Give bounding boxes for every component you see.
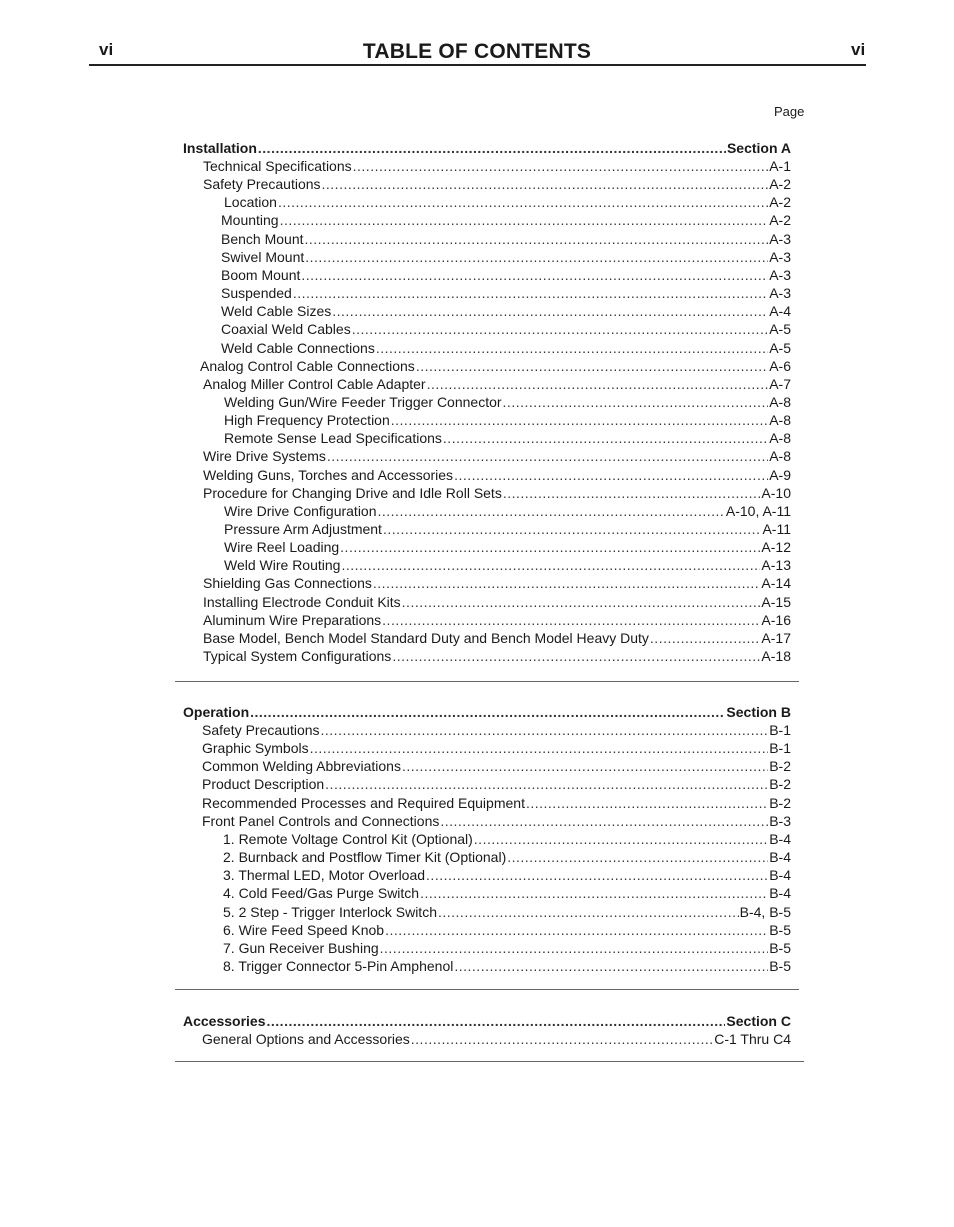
entry-page: A-8 <box>769 448 791 465</box>
entry-title: Graphic Symbols <box>202 740 309 757</box>
dot-leader <box>280 211 769 229</box>
dot-leader <box>267 1012 726 1030</box>
section-title: Accessories <box>183 1013 266 1029</box>
toc-entry <box>202 721 791 739</box>
entry-page: B-4 <box>769 885 791 902</box>
entry-page: B-1 <box>769 740 791 757</box>
toc-entry <box>203 574 791 592</box>
section-page: Section A <box>726 140 791 156</box>
toc-entry <box>224 193 791 211</box>
entry-page: A-8 <box>769 430 791 447</box>
dot-leader <box>402 757 768 775</box>
dot-leader <box>420 884 768 902</box>
dot-leader <box>310 739 769 757</box>
entry-page: A-2 <box>769 176 791 193</box>
entry-title: Typical System Configurations <box>203 648 392 665</box>
entry-title: 3. Thermal LED, Motor Overload <box>223 867 426 884</box>
toc-entry <box>203 593 791 611</box>
entry-title: High Frequency Protection <box>224 412 390 429</box>
section-divider <box>175 681 799 682</box>
entry-page: C-1 Thru C4 <box>714 1031 791 1047</box>
entry-title: 6. Wire Feed Speed Knob <box>223 921 385 938</box>
toc-entry <box>202 757 791 775</box>
entry-page: B-5 <box>769 957 791 974</box>
entry-page: A-10, A-11 <box>725 502 791 519</box>
entry-page: A-3 <box>769 248 791 265</box>
dot-leader <box>305 230 769 248</box>
toc-entry <box>224 538 791 556</box>
section-header-accessories <box>183 1012 791 1030</box>
dot-leader <box>411 1030 713 1048</box>
toc-entry <box>203 175 791 193</box>
entry-title: Base Model, Bench Model Standard Duty and Bench Model Heavy Duty <box>203 629 649 646</box>
dot-leader <box>443 429 768 447</box>
dot-leader <box>440 812 768 830</box>
toc-entry <box>221 339 791 357</box>
entry-page: B-4 <box>769 849 791 866</box>
toc-entry <box>224 429 791 447</box>
toc-entry <box>203 466 791 484</box>
toc-entry <box>221 266 791 284</box>
toc-entry <box>203 629 791 647</box>
entry-page: B-5 <box>769 939 791 956</box>
entry-page: B-1 <box>769 722 791 738</box>
entry-page: A-3 <box>769 285 791 302</box>
entry-page: A-6 <box>769 357 791 374</box>
entry-title: Installing Electrode Conduit Kits <box>203 593 401 610</box>
toc-entry <box>223 848 791 866</box>
entry-title: Aluminum Wire Preparations <box>203 611 382 628</box>
dot-leader <box>503 484 761 502</box>
entry-page: A-18 <box>761 648 791 665</box>
dot-leader <box>278 193 768 211</box>
entry-page: A-7 <box>769 375 791 392</box>
page-title: TABLE OF CONTENTS <box>362 40 592 63</box>
entry-title: Safety Precautions <box>202 722 320 738</box>
toc-entry <box>223 830 791 848</box>
entry-page: A-8 <box>769 393 791 410</box>
dot-leader <box>426 866 768 884</box>
entry-title: Shielding Gas Connections <box>203 575 372 592</box>
entry-title: Technical Specifications <box>203 158 352 174</box>
dot-leader <box>402 593 761 611</box>
toc-entry <box>203 375 791 393</box>
entry-page: A-13 <box>761 557 791 574</box>
entry-title: Procedure for Changing Drive and Idle Roll Sets <box>203 484 502 501</box>
toc-entry <box>224 411 791 429</box>
toc-entry <box>203 611 791 629</box>
toc-entry <box>224 556 791 574</box>
entry-title: Wire Drive Systems <box>203 448 326 465</box>
dot-leader <box>353 157 769 175</box>
entry-title: Safety Precautions <box>203 176 321 193</box>
toc-entry <box>223 903 791 921</box>
toc-entry <box>223 957 791 975</box>
entry-page: B-3 <box>769 812 791 829</box>
toc-entry <box>202 775 791 793</box>
entry-page: B-5 <box>769 921 791 938</box>
dot-leader <box>250 703 725 721</box>
entry-title: 2. Burnback and Postflow Timer Kit (Optional) <box>223 849 507 866</box>
entry-title: Weld Cable Connections <box>221 339 375 356</box>
section-header-installation <box>183 139 791 157</box>
dot-leader <box>376 339 768 357</box>
dot-leader <box>380 939 769 957</box>
toc-entry <box>200 357 791 375</box>
toc-entry <box>202 812 791 830</box>
toc-entry <box>224 393 791 411</box>
toc-entry <box>203 157 791 175</box>
dot-leader <box>526 794 768 812</box>
entry-page: B-2 <box>769 794 791 811</box>
entry-title: Location <box>224 194 277 211</box>
toc-entry <box>202 1030 791 1048</box>
toc-entry <box>223 866 791 884</box>
page-number-right: vi <box>851 40 866 59</box>
page-number-left: vi <box>99 40 114 59</box>
entry-title: Product Description <box>202 776 325 793</box>
dot-leader <box>378 502 725 520</box>
dot-leader <box>321 721 769 739</box>
dot-leader <box>438 903 739 921</box>
entry-title: Pressure Arm Adjustment <box>224 521 382 537</box>
dot-leader <box>382 611 760 629</box>
header-rule <box>89 64 866 66</box>
entry-title: Recommended Processes and Required Equipment <box>202 794 525 811</box>
toc-entry <box>221 248 791 266</box>
entry-page: A-2 <box>769 194 791 211</box>
dot-leader <box>507 848 768 866</box>
dot-leader <box>392 647 760 665</box>
entry-title: Front Panel Controls and Connections <box>202 812 440 829</box>
entry-title: General Options and Accessories <box>202 1031 410 1047</box>
toc-entry <box>223 939 791 957</box>
entry-title: Mounting <box>221 212 279 229</box>
dot-leader <box>340 538 760 556</box>
entry-page: A-3 <box>769 230 791 247</box>
dot-leader <box>258 139 726 157</box>
section-page: Section B <box>726 704 791 720</box>
entry-title: Wire Drive Configuration <box>224 502 377 519</box>
dot-leader <box>474 830 768 848</box>
entry-title: Welding Gun/Wire Feeder Trigger Connector <box>224 393 502 410</box>
entry-page: A-1 <box>769 158 791 174</box>
entry-page: B-4, B-5 <box>739 903 791 920</box>
entry-page: B-2 <box>769 776 791 793</box>
toc-entry <box>203 447 791 465</box>
page-column-label: Page <box>774 104 805 119</box>
entry-title: Common Welding Abbreviations <box>202 758 401 775</box>
section-header-operation <box>183 703 791 721</box>
toc-entry <box>202 794 791 812</box>
entry-page: A-5 <box>769 321 791 338</box>
entry-title: Coaxial Weld Cables <box>221 321 351 338</box>
dot-leader <box>322 175 769 193</box>
dot-leader <box>454 466 768 484</box>
toc-entry <box>221 230 791 248</box>
dot-leader <box>454 957 768 975</box>
entry-page: A-9 <box>769 466 791 483</box>
dot-leader <box>293 284 768 302</box>
entry-title: Welding Guns, Torches and Accessories <box>203 466 454 483</box>
entry-page: A-11 <box>762 521 791 537</box>
dot-leader <box>352 320 769 338</box>
section-divider <box>175 1061 804 1062</box>
dot-leader <box>385 921 768 939</box>
entry-page: A-12 <box>761 539 791 556</box>
toc-entry <box>203 647 791 665</box>
entry-title: 5. 2 Step - Trigger Interlock Switch <box>223 903 437 920</box>
entry-page: A-5 <box>769 339 791 356</box>
dot-leader <box>305 248 768 266</box>
entry-title: 7. Gun Receiver Bushing <box>223 939 379 956</box>
dot-leader <box>301 266 768 284</box>
entry-page: A-16 <box>761 611 791 628</box>
section-page: Section C <box>726 1013 791 1029</box>
toc-entry <box>224 520 791 538</box>
dot-leader <box>332 302 768 320</box>
entry-title: 4. Cold Feed/Gas Purge Switch <box>223 885 420 902</box>
toc-entry <box>221 320 791 338</box>
entry-page: A-4 <box>769 303 791 320</box>
entry-page: A-8 <box>769 412 791 429</box>
entry-page: A-15 <box>761 593 791 610</box>
toc-entry <box>223 921 791 939</box>
dot-leader <box>383 520 762 538</box>
dot-leader <box>503 393 769 411</box>
entry-title: Weld Cable Sizes <box>221 303 332 320</box>
entry-title: Swivel Mount <box>221 248 305 265</box>
toc-entry <box>221 302 791 320</box>
dot-leader <box>427 375 769 393</box>
entry-page: B-4 <box>769 867 791 884</box>
toc-entry <box>221 284 791 302</box>
dot-leader <box>341 556 760 574</box>
section-title: Installation <box>183 140 257 156</box>
dot-leader <box>327 447 768 465</box>
entry-title: Bench Mount <box>221 230 304 247</box>
entry-page: A-10 <box>761 484 791 501</box>
entry-title: Analog Miller Control Cable Adapter <box>203 375 426 392</box>
dot-leader <box>416 357 768 375</box>
toc-entry <box>223 884 791 902</box>
entry-title: 1. Remote Voltage Control Kit (Optional) <box>223 830 473 847</box>
section-divider <box>175 989 799 990</box>
entry-page: A-3 <box>769 266 791 283</box>
toc-entry <box>202 739 791 757</box>
entry-page: B-2 <box>769 758 791 775</box>
entry-title: Wire Reel Loading <box>224 539 340 556</box>
entry-page: A-17 <box>761 629 791 646</box>
dot-leader <box>325 775 768 793</box>
dot-leader <box>373 574 761 592</box>
entry-page: A-2 <box>769 212 791 229</box>
toc-entry <box>203 484 791 502</box>
entry-title: 8. Trigger Connector 5-Pin Amphenol <box>223 957 454 974</box>
entry-title: Boom Mount <box>221 266 301 283</box>
dot-leader <box>650 629 761 647</box>
entry-title: Weld Wire Routing <box>224 557 341 574</box>
section-title: Operation <box>183 704 250 720</box>
dot-leader <box>391 411 768 429</box>
entry-title: Suspended <box>221 285 292 302</box>
entry-title: Analog Control Cable Connections <box>200 357 415 374</box>
toc-entry <box>221 211 791 229</box>
entry-page: B-4 <box>769 830 791 847</box>
entry-page: A-14 <box>761 575 791 592</box>
toc-entry <box>224 502 791 520</box>
entry-title: Remote Sense Lead Specifications <box>224 430 442 447</box>
